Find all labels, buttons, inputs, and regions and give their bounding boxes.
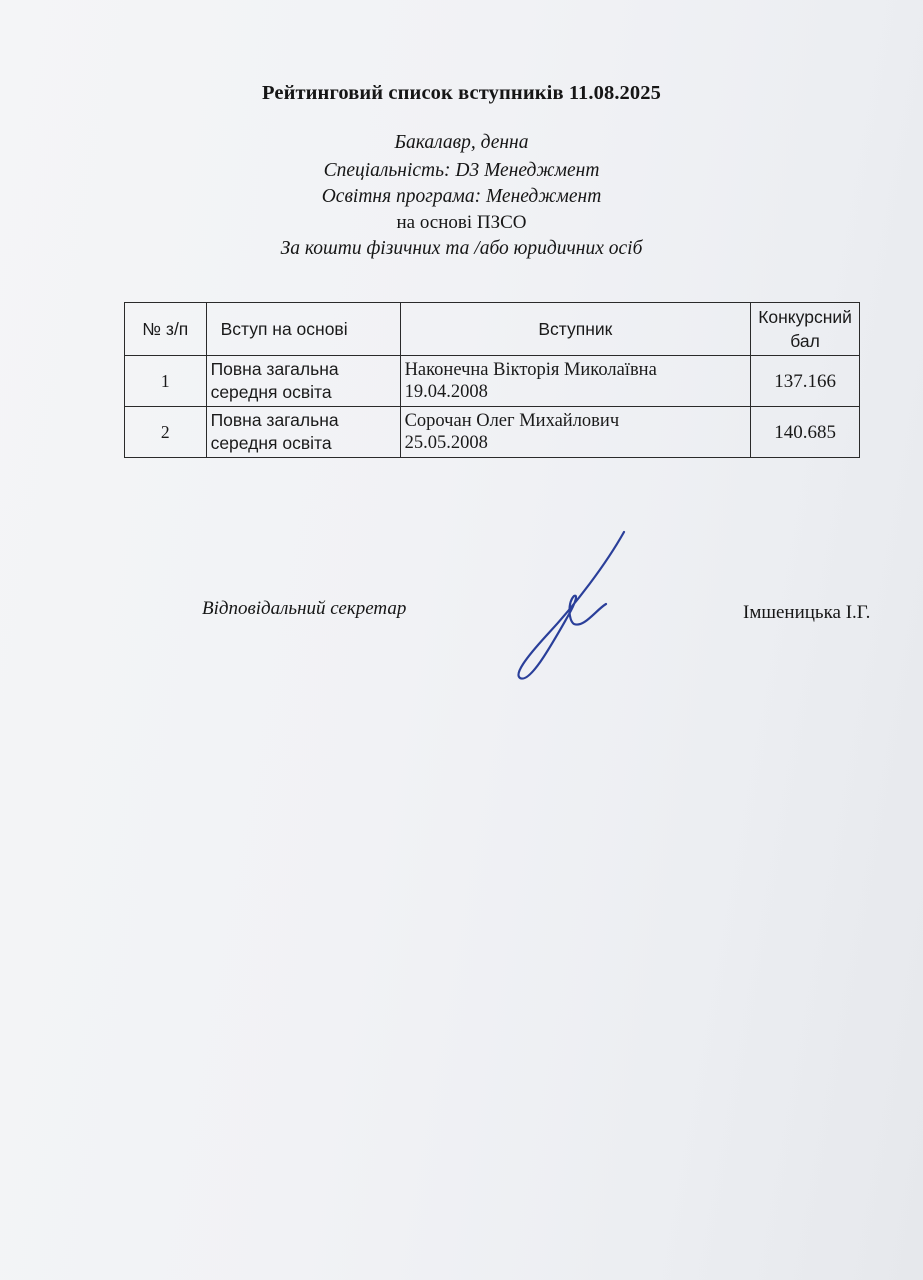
signatory-name: Імшеницька І.Г. <box>743 602 871 623</box>
row-basis: Повна загальна середня освіта <box>206 407 400 458</box>
row-applicant <box>400 356 751 407</box>
admission-basis: на основі ПЗСО <box>396 212 527 233</box>
row-num: 2 <box>125 407 207 458</box>
header-score-line1: Конкурсний <box>758 307 852 327</box>
row-basis: Повна загальна середня освіта <box>206 356 400 407</box>
applicant-name: Наконечна Вікторія Миколаївна <box>404 360 657 380</box>
applicant-birth-date: 19.04.2008 <box>404 382 488 402</box>
table-row <box>125 407 860 458</box>
header-score-line2: бал <box>790 331 820 351</box>
signature-stroke <box>518 532 624 679</box>
educational-program: Освітня програма: Менеджмент <box>321 186 602 207</box>
document-title: Рейтинговий список вступників 11.08.2025 <box>262 82 661 104</box>
specialty: Спеціальність: D3 Менеджмент <box>323 160 600 181</box>
header-basis: Вступ на основі <box>206 303 400 356</box>
header-num: № з/п <box>125 303 207 356</box>
handwritten-signature <box>496 524 636 684</box>
funding-source: За кошти фізичних та /або юридичних осіб <box>280 238 643 259</box>
table-row <box>125 356 860 407</box>
applicant-name: Сорочан Олег Михайлович <box>404 411 620 431</box>
header-score <box>751 303 860 356</box>
header-applicant: Вступник <box>400 303 751 356</box>
row-applicant <box>400 407 751 458</box>
signatory-role: Відповідальний секретар <box>202 598 407 619</box>
row-score: 137.166 <box>751 356 860 407</box>
row-num: 1 <box>125 356 207 407</box>
table-header-row <box>125 303 860 356</box>
applicant-birth-date: 25.05.2008 <box>404 433 488 453</box>
study-level: Бакалавр, денна <box>394 132 529 153</box>
rating-table <box>124 302 860 458</box>
row-score: 140.685 <box>751 407 860 458</box>
